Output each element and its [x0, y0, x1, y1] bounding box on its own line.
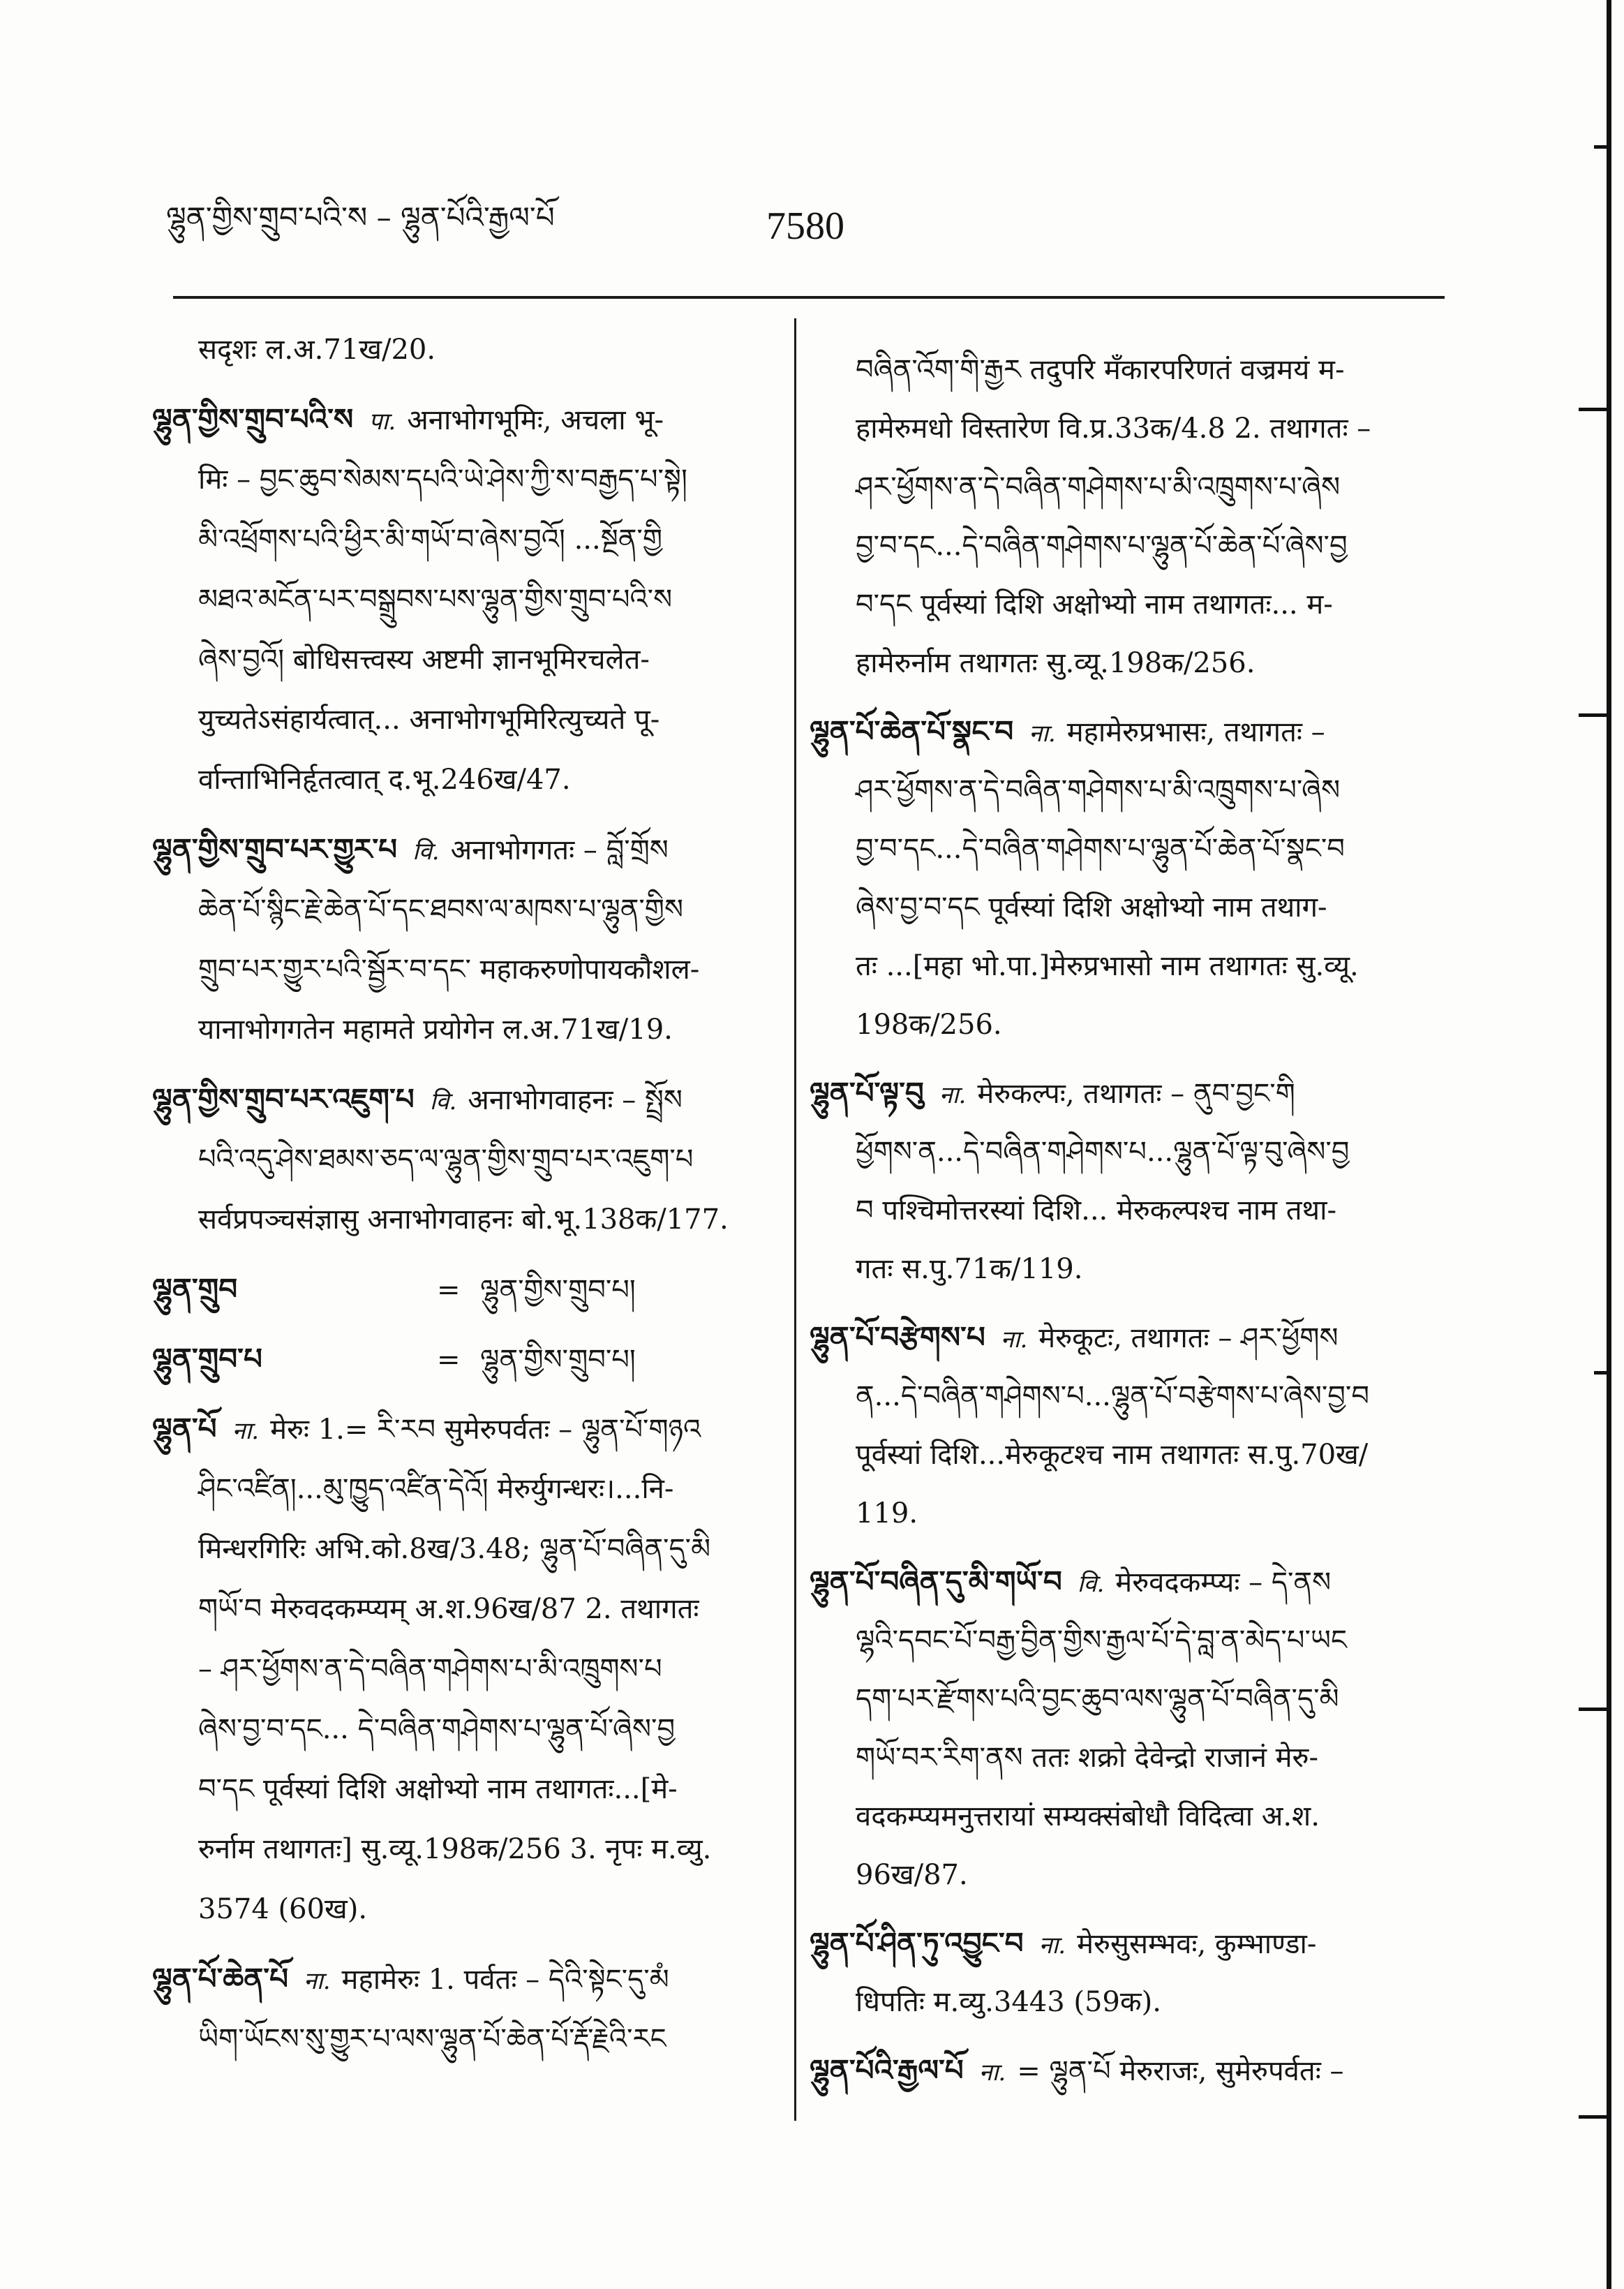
entry-line	[810, 937, 1442, 995]
line-content: 3574 (60ख).	[198, 1893, 368, 1925]
grammar-abbreviation: वि.	[429, 1088, 457, 1116]
headword: ལྷུན་པོ་ལྟ་བུ	[810, 1076, 924, 1110]
headword: ལྷུན་པོ་ཤིན་ཏུ་འབྱུང་བ	[810, 1926, 1024, 1960]
entry-line	[810, 634, 1442, 692]
dictionary-entry	[810, 1914, 1442, 2031]
line-content: བཞིན་འོག་གི་རྒྱར तदुपरि मँकारपरिणतं वज्रमयं म-	[856, 354, 1345, 386]
line-content: ཤར་ཕྱོགས་ན་དེ་བཞིན་གཤེགས་པ་མི་འཁྲུགས་པ་ཞེས	[856, 774, 1341, 806]
line-content: ཞེས་བྱ་བ་དང... དེ་བཞིན་གཤེགས་པ་ལྷུན་པོ་ཞེས་བྱ	[198, 1713, 676, 1745]
dictionary-entry	[152, 1399, 761, 1939]
entry-continuation	[810, 341, 1442, 692]
entry-line	[152, 1069, 761, 1129]
entry-line	[152, 1190, 761, 1250]
line-content	[810, 1308, 1338, 1367]
cross-reference-target: ལྷུན་གྱིས་གྲུབ་པ།	[480, 1274, 636, 1306]
cross-reference-entry	[152, 1259, 761, 1319]
headword: ལྷུན་གྱིས་གྲུབ་པར་འཇུག་པ	[152, 1082, 415, 1116]
definition-text: महामेरुः 1. पर्वतः – དེའི་སྟེང་དུ་མཾ	[341, 1964, 669, 1996]
definition-text: मेरुकल्पः, तथागतः – ནུབ་བྱང་གི	[977, 1078, 1295, 1110]
entry-line	[152, 1699, 761, 1759]
entry-line	[152, 940, 761, 1000]
line-content: གཡོ་བར་རིག་ནས ततः शक्रो देवेन्द्रो राजानं मेरु-	[856, 1742, 1318, 1774]
definition-text: मेरुवदकम्प्यः – དེ་ནས	[1115, 1566, 1332, 1599]
scan-margin-mark	[1594, 145, 1609, 149]
line-content	[810, 1914, 1316, 1973]
line-content: 119.	[856, 1497, 918, 1529]
line-content	[152, 1069, 683, 1129]
definition-text: अनाभोगवाहनः – སྤྲོས	[468, 1084, 683, 1116]
right-column	[810, 341, 1442, 2184]
entry-line	[152, 570, 761, 630]
line-content: ཡིག་ཡོངས་སུ་གྱུར་པ་ལས་ལྷུན་པོ་ཆེན་པོ་རྡོ་རྗེའི་རང	[198, 2023, 666, 2055]
entry-line	[152, 1459, 761, 1519]
headword: ལྷུན་པོའི་རྒྱལ་པོ	[810, 2053, 964, 2087]
cross-reference-target: ལྷུན་གྱིས་གྲུབ་པ།	[480, 1344, 636, 1376]
line-content: དག་པར་རྫོགས་པའི་བྱང་ཆུབ་ལས་ལྷུན་པོ་བཞིན་དུ་མི	[856, 1683, 1339, 1715]
line-content: ཆེན་པོ་སྙིང་རྗེ་ཆེན་པོ་དང་ཐབས་ལ་མཁས་པ་ལྷུན་གྱིས	[198, 894, 683, 926]
dictionary-entry	[810, 1553, 1442, 1904]
entry-line	[152, 1949, 761, 2009]
headword: ལྷུན་གྱིས་གྲུབ་པའི་ས	[152, 402, 354, 436]
entry-line	[810, 1611, 1442, 1670]
left-column	[152, 320, 761, 2121]
line-content: བྱ་བ་དང...དེ་བཞིན་གཤེགས་པ་ལྷུན་པོ་ཆེན་པོ་ཞེས་བྱ	[856, 530, 1348, 562]
entry-line	[810, 1670, 1442, 1728]
line-content: रुर्नाम तथागतः] सु.व्यू.198क/256 3. नृपः म.व्यु.	[198, 1833, 712, 1865]
dictionary-entry	[152, 390, 761, 810]
entry-line	[152, 450, 761, 510]
entry-line	[810, 341, 1442, 399]
cross-reference-entry	[152, 1329, 761, 1389]
entry-line	[152, 1759, 761, 1819]
entry-line	[810, 761, 1442, 820]
line-content: བ་དང पूर्वस्यां दिशि अक्षोभ्यो नाम तथागतः...[मे-	[198, 1773, 678, 1805]
line-content: सदृशः ल.अ.71ख/20.	[198, 334, 436, 366]
grammar-abbreviation: वि.	[412, 838, 440, 866]
line-content: ཞེས་བྱའོ། बोधिसत्त्वस्य अष्टमी ज्ञानभूमिरचलेत-	[198, 644, 650, 676]
entry-line	[810, 1240, 1442, 1298]
entry-line	[152, 390, 761, 450]
line-content: བ་དང पूर्वस्यां दिशि अक्षोभ्यो नाम तथागतः... म-	[856, 588, 1333, 621]
running-head	[166, 190, 710, 246]
scan-margin-mark	[1579, 2115, 1609, 2119]
line-content: ན...དེ་བཞིན་གཤེགས་པ...ལྷུན་པོ་བརྩེགས་པ་ཞེས་བྱ་བ	[856, 1380, 1369, 1412]
entry-line	[810, 458, 1442, 517]
definition-text: मेरुः 1.= རི་རབ सुमेरुपर्वतः – ལྷུན་པོ་གཉའ	[270, 1414, 701, 1446]
entry-line	[152, 1329, 761, 1389]
line-content	[810, 702, 1325, 761]
line-content	[810, 2041, 1344, 2100]
line-content: मिन्धरगिरिः अभि.को.8ख/3.48; ལྷུན་པོ་བཞིན་དུ་མི	[198, 1533, 711, 1565]
definition-text: मेरुसुसम्भवः, कुम्भाण्डा-	[1077, 1928, 1317, 1960]
entry-continuation	[152, 320, 761, 380]
entry-line	[810, 1728, 1442, 1787]
line-content: धिपतिः म.व्यु.3443 (59क).	[856, 1986, 1161, 2018]
headword: ལྷུན་གྱིས་གྲུབ་པར་གྱུར་པ	[152, 832, 398, 866]
line-content: པའི་འདུ་ཤེས་ཐམས་ཅད་ལ་ལྷུན་གྱིས་གྲུབ་པར་འཇུག་པ	[198, 1143, 694, 1176]
entry-line	[152, 1000, 761, 1060]
headword: ལྷུན་པོ་ཆེན་པོ	[152, 1962, 289, 1996]
headword: ལྷུན་པོ་བཞིན་དུ་མི་གཡོ་བ	[810, 1564, 1062, 1599]
grammar-abbreviation: ना.	[232, 1417, 260, 1445]
entry-line	[810, 2041, 1442, 2100]
entry-line	[810, 1484, 1442, 1543]
scan-margin-mark	[1579, 408, 1609, 411]
entry-line	[152, 1639, 761, 1699]
entry-line	[810, 878, 1442, 937]
line-content: वदकम्प्यमनुत्तरायां सम्यक्संबोधौ विदित्वा अ.श.	[856, 1800, 1320, 1832]
line-content: མཐའ་མངོན་པར་བསྒྲུབས་པས་ལྷུན་གྱིས་གྲུབ་པའི་ས	[198, 584, 673, 616]
grammar-abbreviation: पा.	[368, 408, 396, 436]
dictionary-entry	[152, 1069, 761, 1250]
entry-line	[810, 1553, 1442, 1611]
entry-line	[810, 1973, 1442, 2031]
line-content: यानाभोगगतेन महामते प्रयोगेन ल.अ.71ख/19.	[198, 1014, 673, 1046]
dictionary-entry	[810, 702, 1442, 1054]
line-content: हामेरुमधो विस्तारेण वि.प्र.33क/4.8 2. तथागतः –	[856, 413, 1371, 445]
line-content: पूर्वस्यां दिशि...मेरुकूटश्च नाम तथागतः स.पु.70ख/	[856, 1439, 1369, 1471]
line-content	[152, 820, 669, 880]
entry-line	[810, 995, 1442, 1054]
entry-line	[810, 1846, 1442, 1904]
line-content	[810, 1553, 1331, 1611]
definition-text: अनाभोगगतः – བློ་གྲོས	[450, 834, 669, 866]
grammar-abbreviation: ना.	[1000, 1326, 1028, 1354]
grammar-abbreviation: वि.	[1077, 1570, 1105, 1598]
line-content: 96ख/87.	[856, 1859, 968, 1891]
dictionary-entry	[152, 820, 761, 1060]
entry-line	[152, 510, 761, 570]
dictionary-entry	[810, 1308, 1442, 1543]
entry-line	[810, 399, 1442, 458]
entry-line	[810, 820, 1442, 878]
line-content: गतः स.पु.71क/119.	[856, 1253, 1083, 1285]
entry-line	[810, 575, 1442, 634]
entry-line	[810, 1787, 1442, 1846]
dictionary-entry	[810, 2041, 1442, 2100]
line-content: ཞེས་བྱ་བ་དང पूर्वस्यां दिशि अक्षोभ्यो नाम तथाग-	[856, 891, 1327, 924]
scan-margin-mark	[1579, 1708, 1609, 1711]
headword: ལྷུན་གྲུབ	[152, 1272, 238, 1306]
entry-line	[152, 2009, 761, 2069]
entry-line	[152, 1579, 761, 1639]
line-content	[152, 1399, 701, 1459]
entry-line	[152, 1519, 761, 1579]
line-content	[152, 1329, 636, 1389]
entry-line	[152, 880, 761, 940]
line-content: ལྷའི་དབང་པོ་བརྒྱ་བྱིན་གྱིས་རྒྱལ་པོ་དེ་བླ་ན་མེད་པ་ཡང	[856, 1624, 1347, 1657]
entry-line	[810, 1425, 1442, 1484]
entry-line	[810, 1914, 1442, 1973]
scan-margin-mark	[1579, 713, 1609, 717]
definition-text: महामेरुप्रभासः, तथागतः –	[1066, 716, 1325, 748]
scan-margin-line	[1607, 0, 1611, 2289]
page-number: 7580	[766, 205, 844, 248]
equals-sign: =	[437, 1274, 461, 1306]
header-rule	[173, 296, 1445, 299]
line-content: युच्यतेऽसंहार्यत्वात्... अनाभोगभूमिरित्युच्यते पू-	[198, 704, 660, 736]
line-content	[152, 1949, 669, 2009]
entry-line	[152, 1399, 761, 1459]
entry-line	[810, 1064, 1442, 1123]
definition-text: = ལྷུན་པོ मेरुराजः, सुमेरुपर्वतः –	[1017, 2055, 1344, 2087]
line-content: हामेरुर्नाम तथागतः सु.व्यू.198क/256.	[856, 647, 1256, 679]
entry-line	[810, 1123, 1442, 1181]
scan-margin-mark	[1594, 1371, 1609, 1375]
entry-line	[810, 1181, 1442, 1240]
definition-text: अनाभोगभूमिः, अचला भू-	[407, 404, 664, 436]
line-content: བྱ་བ་དང...དེ་བཞིན་གཤེགས་པ་ལྷུན་པོ་ཆེན་པོ་སྣང་བ	[856, 833, 1345, 865]
entry-line	[152, 690, 761, 750]
entry-line	[810, 1367, 1442, 1425]
grammar-abbreviation: ना.	[978, 2059, 1006, 2087]
line-content	[152, 390, 664, 450]
entry-line	[152, 1819, 761, 1879]
grammar-abbreviation: ना.	[1038, 1932, 1066, 1960]
headword: ལྷུན་པོ	[152, 1412, 217, 1446]
entry-line	[152, 1129, 761, 1190]
line-content: 198क/256.	[856, 1009, 1002, 1041]
entry-line	[152, 1879, 761, 1939]
entry-line	[152, 750, 761, 810]
line-content	[152, 1259, 636, 1319]
line-content: ཤིང་འཛིན།...མུ་ཁྱུད་འཛིན་དེའོ། मेरुर्युगन्धरः।...नि-	[198, 1473, 674, 1505]
line-content: མི་འཕྲོགས་པའི་ཕྱིར་མི་གཡོ་བ་ཞེས་བྱའོ། ...སྔོན་གྱི	[198, 524, 662, 556]
line-content: གྲུབ་པར་གྱུར་པའི་སྦྱོར་བ་དང་ महाकरुणोपायकौशल-	[198, 954, 700, 986]
line-content: ཕྱོགས་ན...དེ་བཞིན་གཤེགས་པ...ལྷུན་པོ་ལྟ་བུ་ཞེས་བྱ	[856, 1136, 1350, 1168]
entry-line	[810, 702, 1442, 761]
entry-line	[152, 630, 761, 690]
line-content: तः ...[महा भो.पा.]मेरुप्रभासो नाम तथागतः सु.व्यू.	[856, 950, 1359, 982]
grammar-abbreviation: ना.	[939, 1081, 967, 1109]
line-content: གཡོ་བ मेरुवदकम्प्यम् अ.श.96ख/87 2. तथागतः	[198, 1593, 699, 1625]
dictionary-entry	[810, 1064, 1442, 1298]
grammar-abbreviation: ना.	[304, 1967, 331, 1995]
headword: ལྷུན་གྲུབ་པ	[152, 1342, 262, 1376]
line-content: मिः – བྱང་ཆུབ་སེམས་དཔའི་ཡེ་ཤེས་ཀྱི་ས་བརྒྱད་པ་སྟེ།	[198, 464, 687, 496]
running-head-text: ལྷུན་གྱིས་གྲུབ་པའི་ས – ལྷུན་པོའི་རྒྱལ་པོ	[166, 200, 555, 235]
line-content: र्वान्ताभिनिर्हृतत्वात् द.भू.246ख/47.	[198, 764, 571, 796]
column-divider	[794, 318, 796, 2121]
line-content: བ पश्चिमोत्तरस्यां दिशि... मेरुकल्पश्च नाम तथा-	[856, 1194, 1336, 1227]
entry-line	[810, 1308, 1442, 1367]
dictionary-entry	[152, 1949, 761, 2069]
line-content: सर्वप्रपञ्चसंज्ञासु अनाभोगवाहनः बो.भू.138क/177.	[198, 1203, 729, 1236]
grammar-abbreviation: ना.	[1029, 720, 1056, 748]
headword: ལྷུན་པོ་བརྩེགས་པ	[810, 1320, 985, 1354]
entry-line	[152, 1259, 761, 1319]
entry-line	[152, 320, 761, 380]
line-content: ཤར་ཕྱོགས་ན་དེ་བཞིན་གཤེགས་པ་མི་འཁྲུགས་པ་ཞེས	[856, 471, 1341, 503]
equals-sign: =	[437, 1344, 461, 1376]
entry-line	[152, 820, 761, 880]
definition-text: मेरुकूटः, तथागतः – ཤར་ཕྱོགས	[1038, 1322, 1339, 1354]
headword: ལྷུན་པོ་ཆེན་པོ་སྣང་བ	[810, 714, 1014, 748]
entry-line	[810, 517, 1442, 575]
line-content: – ཤར་ཕྱོགས་ན་དེ་བཞིན་གཤེགས་པ་མི་འཁྲུགས་པ	[198, 1653, 662, 1685]
line-content	[810, 1064, 1295, 1123]
